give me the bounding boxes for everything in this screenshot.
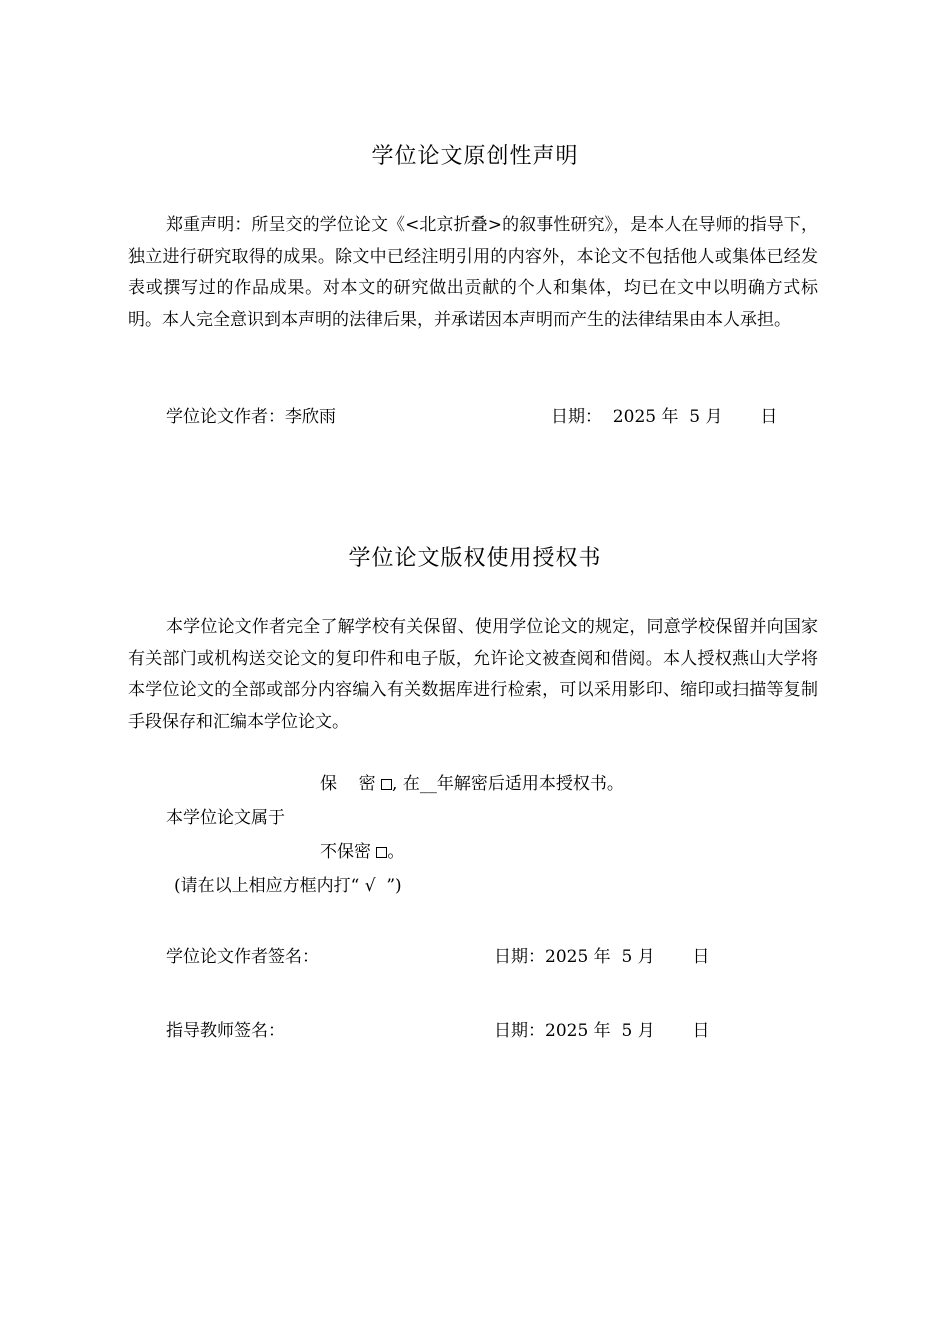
belongs-label: 本学位论文属于: [166, 808, 285, 828]
not-secret-label: 不保密: [320, 842, 377, 862]
originality-date-line: 日期： 2025 年 5 月 日: [551, 407, 778, 427]
not-secret-checkbox[interactable]: [376, 847, 387, 858]
not-secret-suffix: 。: [387, 842, 405, 862]
author-signature-label: 学位论文作者签名：: [166, 947, 319, 967]
advisor-signature-date: 日期：2025 年 5 月 日: [494, 1021, 710, 1041]
secret-label: 保 密: [320, 774, 382, 794]
copyright-title: 学位论文版权使用授权书: [348, 546, 602, 571]
secret-option: [320, 772, 624, 796]
author-signature-date: 日期：2025 年 5 月 日: [494, 947, 710, 967]
originality-title: 学位论文原创性声明: [371, 144, 579, 169]
originality-body: 郑重声明：所呈交的学位论文《<北京折叠>的叙事性研究》，是本人在导师的指导下，独立进行研究取得的成果。除文中已经注明引用的内容外，本论文不包括他人或集体已经发表或撰写过的作品成果。对本文的研究做出贡献的个人和集体，均已在文中以明确方式标明。本人完全意识到本声明的法律后果，并承诺因本声明而产生的法律结果由本人承担。: [128, 215, 818, 330]
secret-suffix: , 在__年解密后适用本授权书。: [392, 774, 624, 794]
secret-checkbox[interactable]: [381, 779, 392, 790]
copyright-body: 本学位论文作者完全了解学校有关保留、使用学位论文的规定，同意学校保留并向国家有关部门或机构送交论文的复印件和电子版，允许论文被查阅和借阅。本人授权燕山大学将本学位论文的全部或部分内容编入有关数据库进行检索，可以采用影印、缩印或扫描等复制手段保存和汇编本学位论文。: [128, 617, 818, 732]
advisor-signature-label: 指导教师签名：: [166, 1021, 285, 1041]
not-secret-option: [320, 840, 404, 864]
originality-author-line: 学位论文作者：李欣雨: [166, 407, 336, 427]
check-instruction: (请在以上相应方框内打“ √ ”): [174, 876, 402, 896]
